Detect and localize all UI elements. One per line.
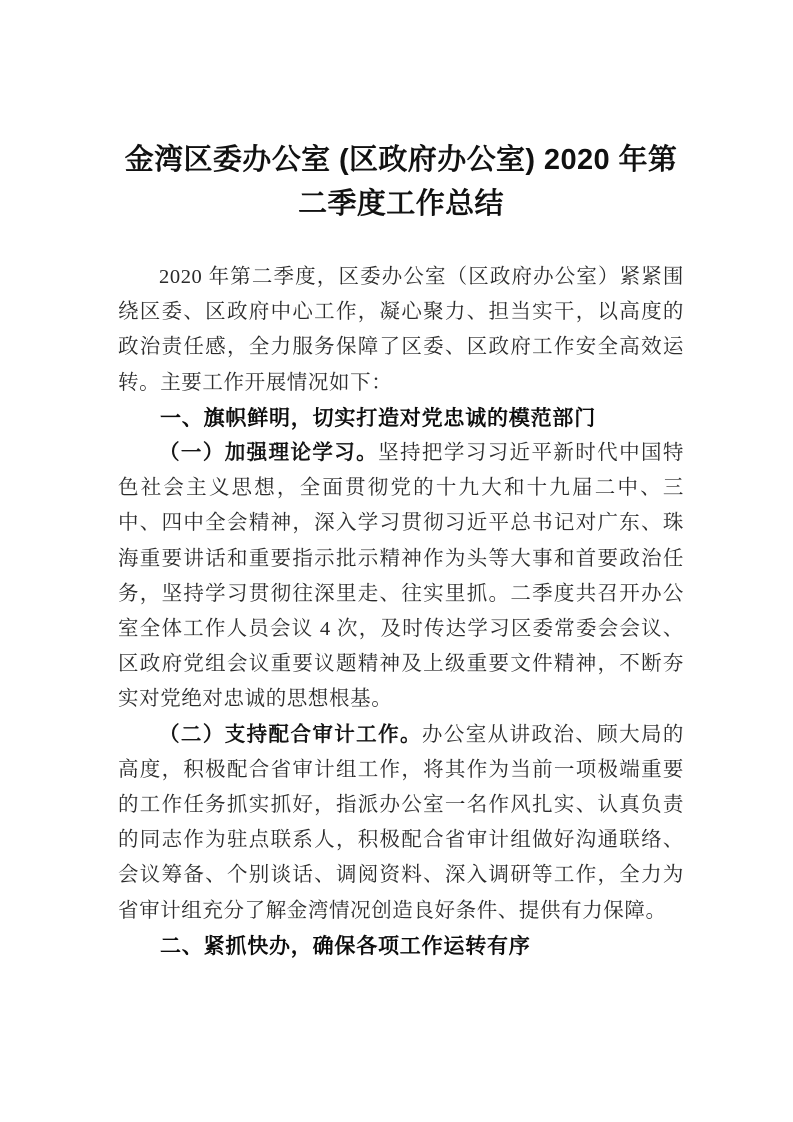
paragraph-lead: （一）加强理论学习。 bbox=[159, 442, 379, 465]
document-body bbox=[118, 226, 684, 964]
body-paragraph bbox=[118, 718, 684, 929]
body-paragraph bbox=[118, 260, 684, 401]
paragraph-text: 2020 年第二季度，区委办公室（区政府办公室）紧紧围绕区委、区政府中心工作，凝心聚力、担当实干，以高度的政治责任感，全力服务保障了区委、区政府工作安全高效运转。主要工作开展情况如下： bbox=[118, 266, 684, 394]
body-paragraph bbox=[118, 436, 684, 718]
paragraph-lead: （二）支持配合审计工作。 bbox=[159, 723, 422, 746]
paragraph-text: 坚持把学习习近平新时代中国特色社会主义思想，全面贯彻党的十九大和十九届二中、三中、四中全会精神，深入学习贯彻习近平总书记对广东、珠海重要讲话和重要指示批示精神作为头等大事和首要政治任务，坚持学习贯彻往深里走、往实里抓。二季度共召开办公室全体工作人员会议 4 次，及时传达学习区委常委会会议、区政府党组会议重要议题精神及上级重要文件精神，不断夯实对党绝对忠诚的思想根基。 bbox=[118, 442, 685, 711]
page-title-line-2: 二季度工作总结 bbox=[298, 188, 504, 220]
page-title bbox=[118, 0, 684, 226]
section-heading: 一、旗帜鲜明，切实打造对党忠诚的模范部门 bbox=[160, 406, 596, 430]
document-content bbox=[118, 0, 684, 964]
page-title-line-1: 金湾区委办公室 (区政府办公室) 2020 年第 bbox=[124, 144, 678, 176]
paragraph-text: 办公室从讲政治、顾大局的高度，积极配合省审计组工作，将其作为当前一项极端重要的工作任务抓实抓好，指派办公室一名作风扎实、认真负责的同志作为驻点联系人，积极配合省审计组做好沟通联络、会议筹备、个别谈话、调阅资料、深入调研等工作，全力为省审计组充分了解金湾情况创造良好条件、提供有力保障。 bbox=[118, 723, 684, 922]
section-heading: 二、紧抓快办，确保各项工作运转有序 bbox=[160, 934, 531, 958]
